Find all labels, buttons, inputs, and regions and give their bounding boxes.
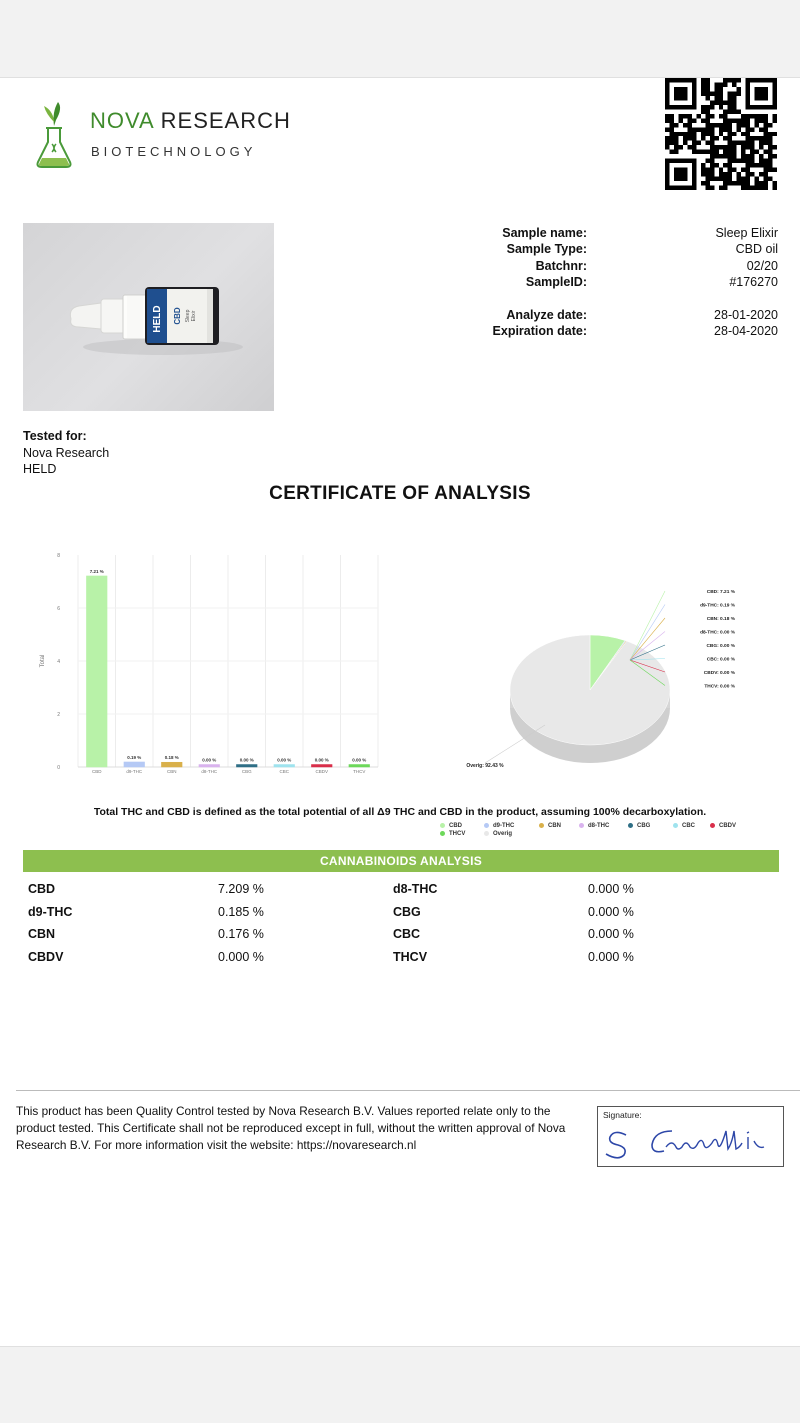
legend-swatch <box>579 823 584 828</box>
bar-value-label: 0.00 % <box>277 757 292 763</box>
compound-value: 0.000 % <box>588 882 634 897</box>
pie-slice-label: CBDV: 0.00 % <box>703 671 735 676</box>
pie-slice-overig <box>510 635 670 745</box>
bar-cbg <box>236 765 257 768</box>
bar-value-label: 0.19 % <box>127 754 142 760</box>
x-tick-label: d8-THC <box>201 769 218 774</box>
y-tick-label: 6 <box>57 606 60 612</box>
footer-disclaimer: This product has been Quality Control tested by Nova Research B.V. Values reported relate only to the product tested. This Certificate shall not be reproduced except in full, without the written approval of Nova Research B.V. For more information visit the website: https://novaresearch.nl <box>16 1104 566 1152</box>
compound-name: CBG <box>393 904 421 919</box>
table-row <box>23 923 779 946</box>
legend-label: d8-THC <box>588 823 610 829</box>
legend-item[interactable] <box>539 822 561 831</box>
legend-label: CBD <box>449 823 462 829</box>
cannabinoid-bar-chart <box>30 535 390 775</box>
pie-slice-label: Overig: 92.43 % <box>466 763 504 769</box>
pie-slice-label: THCV: 0.00 % <box>704 684 735 690</box>
pie-slice-label: CBN: 0.18 % <box>706 617 735 622</box>
legend-item[interactable] <box>710 822 736 831</box>
pie-leader-line <box>630 591 665 660</box>
tested-for-block <box>23 428 109 478</box>
legend-swatch <box>484 823 489 828</box>
compound-name: THCV <box>393 949 428 964</box>
legend-label: CBDV <box>719 823 737 829</box>
legend-label: CBG <box>637 823 651 829</box>
pie-slice-label: d9-THC: 0.19 % <box>700 603 735 609</box>
bar-value-label: 7.21 % <box>89 568 104 574</box>
legend-swatch <box>710 823 715 828</box>
x-tick-label: CBN <box>166 769 177 774</box>
cannabinoids-table <box>23 878 779 968</box>
compound-value: 0.185 % <box>218 904 264 919</box>
x-tick-label: d9-THC <box>126 769 143 774</box>
compound-name: d9-THC <box>28 904 73 919</box>
pie-slice-label: CBD: 7.21 % <box>706 590 735 595</box>
cannabinoids-table-heading: CANNABINOIDS ANALYSIS <box>23 850 779 872</box>
tested-for-heading: Tested for: <box>23 429 87 443</box>
compound-name: CBN <box>28 927 56 942</box>
batch-number-value: 02/20 <box>746 258 778 273</box>
expiration-date-label: Expiration date: <box>492 324 587 339</box>
tested-for-brand: HELD <box>23 462 57 476</box>
qr-code[interactable] <box>665 78 777 190</box>
compound-value: 0.000 % <box>588 904 634 919</box>
legend-swatch <box>440 831 445 836</box>
pie-slice-label: d8-THC: 0.00 % <box>700 630 735 636</box>
sample-name-label: Sample name: <box>502 226 587 240</box>
table-row <box>23 946 779 969</box>
y-axis-label: Total <box>40 654 46 668</box>
y-tick-label: 2 <box>57 712 60 718</box>
bar-value-label: 0.00 % <box>202 757 217 763</box>
legend-swatch <box>539 823 544 828</box>
bar-value-label: 0.18 % <box>164 755 179 761</box>
y-tick-label: 0 <box>57 765 60 771</box>
sample-meta-labels <box>420 225 587 340</box>
compound-name: CBD <box>28 882 56 897</box>
tested-for-company: Nova Research <box>23 445 110 460</box>
cannabinoid-pie-chart <box>430 535 790 775</box>
sample-type-label: Sample Type: <box>506 242 587 257</box>
x-tick-label: THCV <box>353 769 366 774</box>
bottle-label-line1: CBD <box>173 307 182 325</box>
compound-value: 0.000 % <box>588 949 634 964</box>
legend-label: CBC <box>682 823 695 829</box>
bar-value-label: 0.00 % <box>314 757 329 763</box>
legend-label: CBN <box>548 823 561 829</box>
bar-d8-thc <box>199 765 220 768</box>
compound-value: 0.000 % <box>588 927 634 942</box>
decarboxylation-note: Total THC and CBD is defined as the total potential of all Δ9 THC and CBD in the product, assuming 100% decarboxylation. <box>93 806 707 818</box>
y-tick-label: 8 <box>57 553 60 559</box>
flask-logo-icon <box>34 98 74 170</box>
page-title: CERTIFICATE OF ANALYSIS <box>269 483 531 504</box>
compound-name: d8-THC <box>393 882 438 897</box>
bar-value-label: 0.00 % <box>239 757 254 763</box>
pie-slice-label: CBC: 0.00 % <box>706 657 735 663</box>
analyze-date-label: Analyze date: <box>506 308 587 323</box>
legend-label: Overig <box>493 831 513 837</box>
sample-meta-values <box>640 225 778 340</box>
compound-value: 7.209 % <box>218 882 264 897</box>
brand-name: NOVA RESEARCH <box>90 108 291 133</box>
legend-swatch <box>440 823 445 828</box>
bottle-brand-label: HELD <box>152 305 163 333</box>
sample-type-value: CBD oil <box>735 242 778 257</box>
legend-item[interactable] <box>579 822 609 831</box>
legend-swatch <box>484 831 489 836</box>
bar-cbd <box>86 576 107 767</box>
bottle-label-line2: Sleep <box>185 309 191 323</box>
brand-subtitle: BIOTECHNOLOGY <box>91 144 257 159</box>
sample-id-label: SampleID: <box>525 274 587 289</box>
table-row <box>23 878 779 901</box>
legend-item[interactable] <box>440 830 465 839</box>
pie-slice-label: CBG: 0.00 % <box>706 644 735 649</box>
footer-divider <box>16 1090 800 1091</box>
compound-name: CBC <box>393 927 421 942</box>
compound-name: CBDV <box>28 949 64 964</box>
legend-swatch <box>673 823 678 828</box>
compound-value: 0.176 % <box>218 927 264 942</box>
x-tick-label: CBC <box>279 769 290 774</box>
table-row <box>23 901 779 924</box>
expiration-date-value: 28-04-2020 <box>714 324 778 339</box>
bar-d9-thc <box>124 762 145 767</box>
x-tick-label: CBDV <box>315 769 329 774</box>
batch-number-label: Batchnr: <box>535 258 587 273</box>
legend-label: d9-THC <box>493 823 515 829</box>
legend-swatch <box>628 823 633 828</box>
signature <box>602 1121 780 1163</box>
bar-cbc <box>274 765 295 768</box>
legend-label: THCV <box>449 831 466 837</box>
signature-box <box>597 1106 784 1167</box>
bar-thcv <box>349 765 370 768</box>
y-tick-label: 4 <box>57 659 60 665</box>
signature-label: Signature: <box>603 1110 642 1120</box>
product-photo <box>23 223 274 411</box>
legend-item[interactable] <box>628 822 650 831</box>
bottle-label-line3: Elixir <box>191 310 197 322</box>
bar-cbn <box>161 762 182 767</box>
sample-name-value: Sleep Elixir <box>715 226 778 240</box>
bar-value-label: 0.00 % <box>352 757 367 763</box>
sample-id-value: #176270 <box>729 274 778 289</box>
x-tick-label: CBG <box>241 769 252 774</box>
legend-item[interactable] <box>673 822 695 831</box>
legend-item[interactable] <box>484 830 512 839</box>
x-tick-label: CBD <box>91 769 102 774</box>
compound-value: 0.000 % <box>218 949 264 964</box>
analyze-date-value: 28-01-2020 <box>714 308 778 323</box>
bar-cbdv <box>311 765 332 768</box>
